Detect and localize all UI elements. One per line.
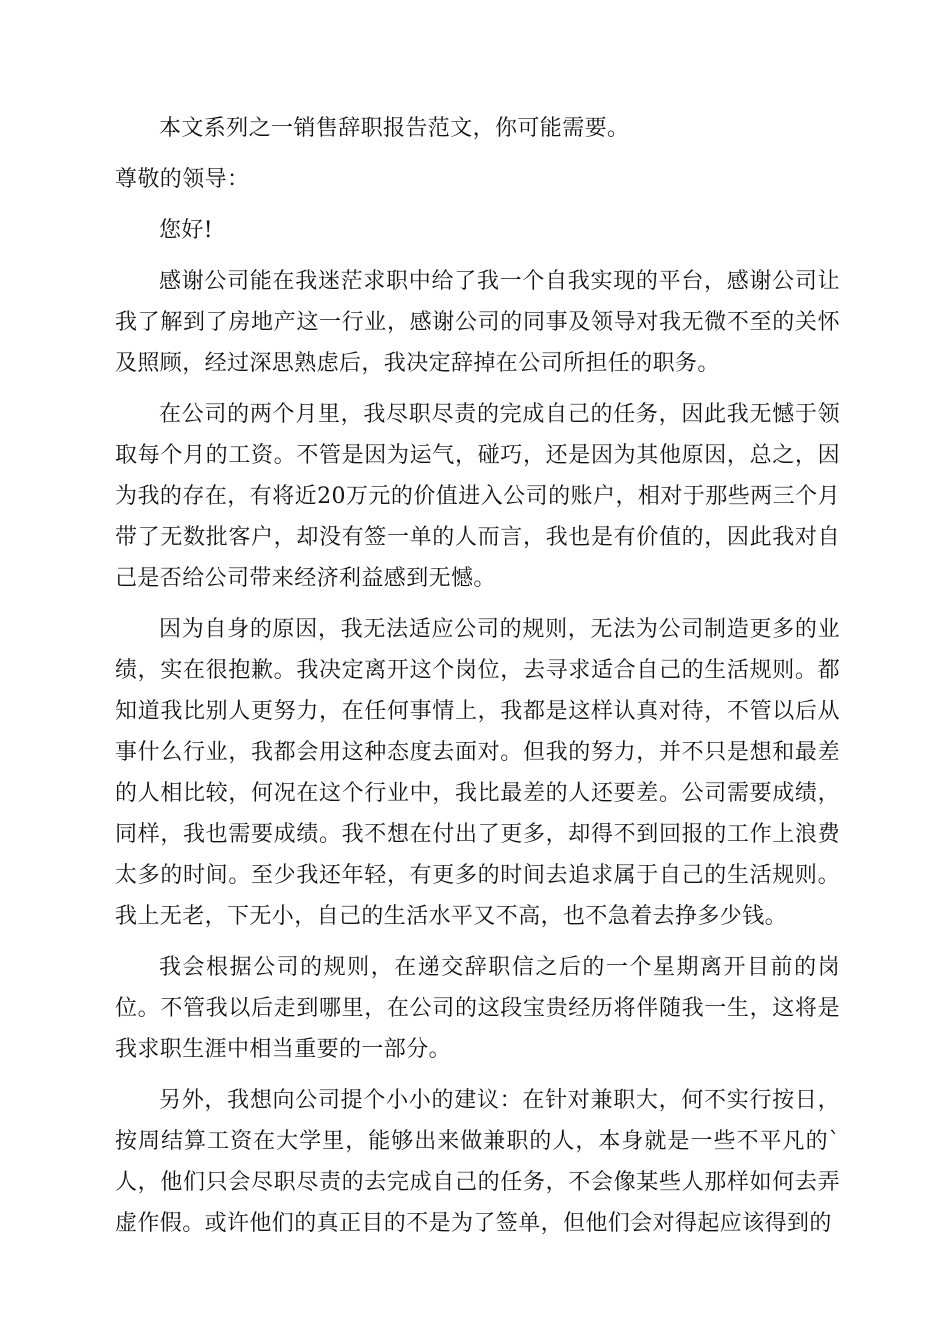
greeting: 您好! bbox=[159, 218, 214, 243]
intro-line: 本文系列之一销售辞职报告范文，你可能需要。 bbox=[159, 116, 630, 141]
body-paragraph-reason: 因为自身的原因，我无法适应公司的规则，无法为公司制造更多的业绩，实在很抱歉。我决定离开这个岗位，去寻求适合自己的生活规则。都知道我比别人更努力，在任何事情上，我都是这样认真对待，不管以后从事什么行业，我都会用这种态度去面对。但我的努力，并不只是想和最差的人相比较，何况在这个行业中，我比最差的人还要差。公司需要成绩，同样，我也需要成绩。我不想在付出了更多，却得不到回报的工作上浪费太多的时间。至少我还年轻，有更多的时间去追求属于自己的生活规则。我上无老，下无小，自己的生活水平又不高，也不急着去挣多少钱。 bbox=[115, 617, 840, 929]
body-paragraph-work-summary: 在公司的两个月里，我尽职尽责的完成自己的任务，因此我无憾于领取每个月的工资。不管是因为运气，碰巧，还是因为其他原因，总之，因为我的存在，有将近20万元的价值进入公司的账户，相对于那些两三个月带了无数批客户，却没有签一单的人而言，我也是有价值的，因此我对自己是否给公司带来经济利益感到无憾。 bbox=[115, 402, 840, 591]
salutation: 尊敬的领导： bbox=[115, 167, 250, 192]
body-paragraph-departure: 我会根据公司的规则，在递交辞职信之后的一个星期离开目前的岗位。不管我以后走到哪里，在公司的这段宝贵经历将伴随我一生，这将是我求职生涯中相当重要的一部分。 bbox=[115, 955, 840, 1062]
body-paragraph-suggestion: 另外，我想向公司提个小小的建议：在针对兼职大，何不实行按日，按周结算工资在大学里，能够出来做兼职的人，本身就是一些不平凡的`人，他们只会尽职尽责的去完成自己的任务，不会像某些人那样如何去弄虚作假。或许他们的真正目的不是为了签单，但他们会对得起应该得到的 bbox=[115, 1088, 840, 1236]
body-paragraph-thanks: 感谢公司能在我迷茫求职中给了我一个自我实现的平台，感谢公司让我了解到了房地产这一行业，感谢公司的同事及领导对我无微不至的关怀及照顾，经过深思熟虑后，我决定辞掉在公司所担任的职务。 bbox=[115, 269, 840, 376]
document-body bbox=[115, 108, 840, 1254]
